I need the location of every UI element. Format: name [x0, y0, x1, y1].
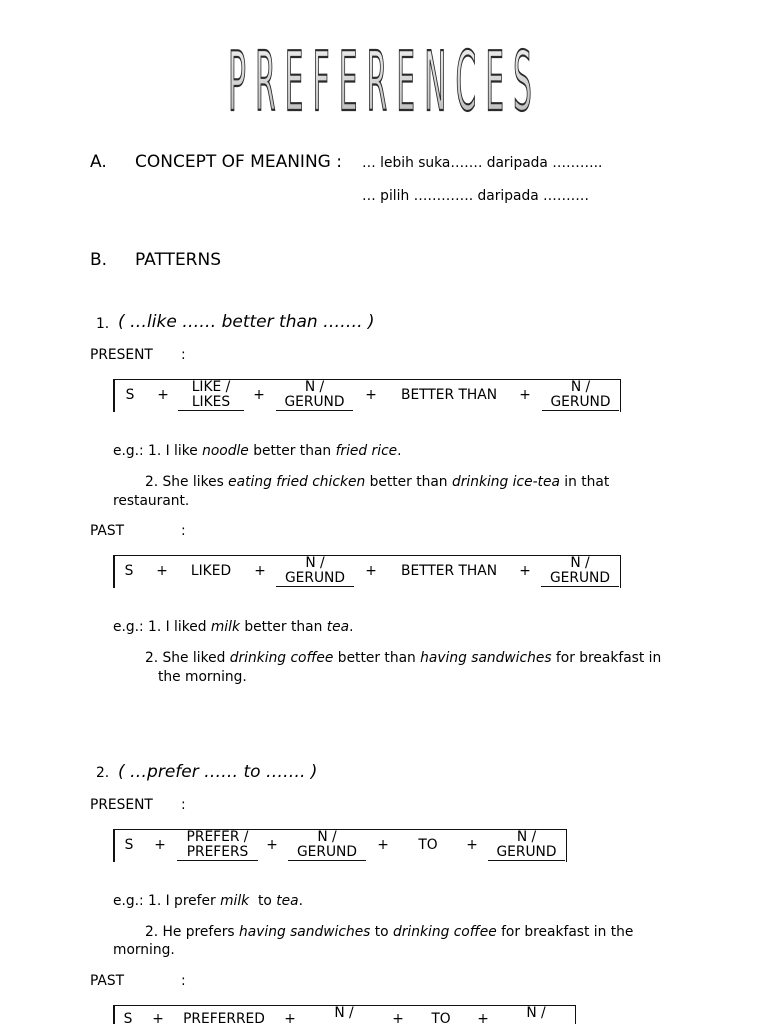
structure-plus: +	[477, 1011, 489, 1023]
pattern-structure-box	[113, 379, 621, 412]
example-sentence-continued	[113, 942, 175, 959]
structure-object-bottom: GERUND	[496, 844, 557, 860]
structure-verb: LIKED	[190, 563, 232, 579]
text-run: morning.	[113, 941, 175, 958]
structure-plus: +	[377, 837, 389, 853]
example-sentence	[113, 619, 353, 636]
pattern-structure-box	[113, 555, 621, 588]
italic-term: having sandwiches	[420, 649, 552, 666]
example-sentence	[113, 443, 402, 460]
structure-object-bottom: GERUND	[550, 394, 611, 410]
structure-object	[541, 556, 619, 587]
structure-verb-bottom: PREFERS	[186, 844, 249, 860]
structure-plus: +	[157, 387, 169, 403]
text-run: .	[349, 618, 354, 635]
title-wordart	[0, 40, 768, 120]
example-sentence	[113, 893, 303, 910]
structure-verb	[178, 380, 244, 411]
text-run: .	[397, 442, 402, 459]
italic-term: drinking ice-tea	[451, 473, 560, 490]
structure-plus: +	[253, 387, 265, 403]
italic-term: milk	[210, 618, 240, 635]
italic-term: drinking coffee	[393, 923, 497, 940]
structure-plus: +	[519, 563, 531, 579]
italic-term: tea	[276, 892, 299, 909]
pattern-formula: ( …like …… better than ……. )	[118, 312, 375, 332]
text-run: e.g.: 1. I prefer	[113, 892, 221, 909]
structure-object	[276, 556, 354, 587]
structure-object-top: N /	[526, 1005, 546, 1021]
pattern-number: 2.	[96, 764, 110, 781]
structure-object-top: N /	[317, 829, 337, 845]
structure-connector: TO	[431, 1011, 451, 1023]
tense-label-present: PRESENT	[90, 346, 153, 363]
structure-plus: +	[466, 837, 478, 853]
pattern-number: 1.	[96, 315, 110, 332]
tense-label-past: PAST	[90, 522, 125, 539]
tense-label-past: PAST	[90, 972, 125, 989]
section-a-marker: A.	[90, 152, 107, 172]
structure-verb-bottom: LIKES	[191, 394, 231, 410]
structure-verb-top: PREFER /	[186, 829, 249, 845]
structure-subject: S	[124, 563, 134, 579]
italic-term: milk	[220, 892, 250, 909]
structure-subject: S	[124, 837, 134, 853]
pattern-structure-box	[113, 829, 567, 862]
example-sentence	[145, 474, 609, 491]
example-sentence	[145, 924, 633, 941]
structure-plus: +	[152, 1011, 164, 1023]
text-run: 2. She likes	[145, 473, 229, 490]
tense-colon: :	[181, 346, 186, 363]
text-run: the morning.	[158, 668, 247, 685]
text-run: restaurant.	[113, 492, 190, 509]
example-sentence	[145, 650, 661, 667]
text-run: better than	[239, 618, 327, 635]
italic-term: eating fried chicken	[228, 473, 366, 490]
text-run: better than	[333, 649, 421, 666]
meaning-line: … lebih suka……. daripada ………..	[362, 155, 603, 171]
structure-object-top: N /	[304, 379, 325, 395]
section-a-heading: CONCEPT OF MEANING :	[135, 152, 342, 172]
structure-plus: +	[254, 563, 266, 579]
structure-object-bottom: GERUND	[549, 570, 611, 586]
structure-object-top: N /	[305, 555, 325, 571]
text-run: 2. He prefers	[145, 923, 240, 940]
structure-plus: +	[154, 837, 166, 853]
structure-subject: S	[123, 1011, 133, 1023]
structure-object	[276, 380, 353, 411]
section-b-marker: B.	[90, 250, 108, 270]
italic-term: drinking coffee	[229, 649, 334, 666]
tense-colon: :	[181, 796, 186, 813]
italic-term: having sandwiches	[239, 923, 371, 940]
structure-object-bottom: GERUND	[296, 844, 358, 860]
structure-object	[288, 830, 366, 861]
text-run: better than	[365, 473, 452, 490]
text-run: to	[249, 892, 277, 909]
structure-object-top: N /	[570, 555, 590, 571]
structure-subject: S	[125, 387, 135, 403]
structure-plus: +	[392, 1011, 404, 1023]
structure-object-top: N /	[516, 829, 537, 845]
structure-connector: TO	[418, 837, 438, 853]
structure-plus: +	[519, 387, 531, 403]
structure-verb-top: LIKE /	[191, 379, 231, 395]
structure-object-top: N /	[334, 1005, 354, 1021]
structure-object-bottom: GERUND	[284, 394, 345, 410]
text-run: .	[298, 892, 303, 909]
structure-connector: BETTER THAN	[400, 387, 498, 403]
structure-plus: +	[365, 387, 377, 403]
structure-object-top: N /	[570, 379, 591, 395]
text-run: 2. She liked	[145, 649, 230, 666]
structure-verb	[177, 830, 258, 861]
structure-plus: +	[266, 837, 278, 853]
text-run: to	[370, 923, 393, 940]
example-sentence-continued	[113, 493, 189, 510]
tense-colon: :	[181, 522, 186, 539]
section-b-heading: PATTERNS	[135, 250, 222, 270]
structure-object-bottom: GERUND	[284, 570, 346, 586]
italic-term: fried rice	[335, 442, 398, 459]
structure-connector: BETTER THAN	[400, 563, 498, 579]
pattern-formula: ( …prefer …… to ……. )	[118, 762, 318, 782]
text-run: for breakfast in	[551, 649, 662, 666]
text-run: for breakfast in the	[496, 923, 634, 940]
tense-colon: :	[181, 972, 186, 989]
structure-object	[542, 380, 619, 411]
structure-verb: PREFERRED	[183, 1011, 265, 1023]
example-sentence-continued	[158, 669, 247, 686]
structure-plus: +	[365, 563, 377, 579]
italic-term: tea	[326, 618, 350, 635]
tense-label-present: PRESENT	[90, 796, 153, 813]
structure-object	[488, 830, 565, 861]
pattern-structure-box	[113, 1005, 576, 1024]
page-title: PREFERENCES	[228, 40, 532, 120]
italic-term: noodle	[202, 442, 249, 459]
text-run: in that	[559, 473, 610, 490]
structure-plus: +	[284, 1011, 296, 1023]
text-run: e.g.: 1. I like	[113, 442, 203, 459]
text-run: e.g.: 1. I liked	[113, 618, 211, 635]
meaning-line: … pilih …………. daripada ……….	[362, 188, 589, 204]
structure-plus: +	[156, 563, 168, 579]
text-run: better than	[248, 442, 336, 459]
